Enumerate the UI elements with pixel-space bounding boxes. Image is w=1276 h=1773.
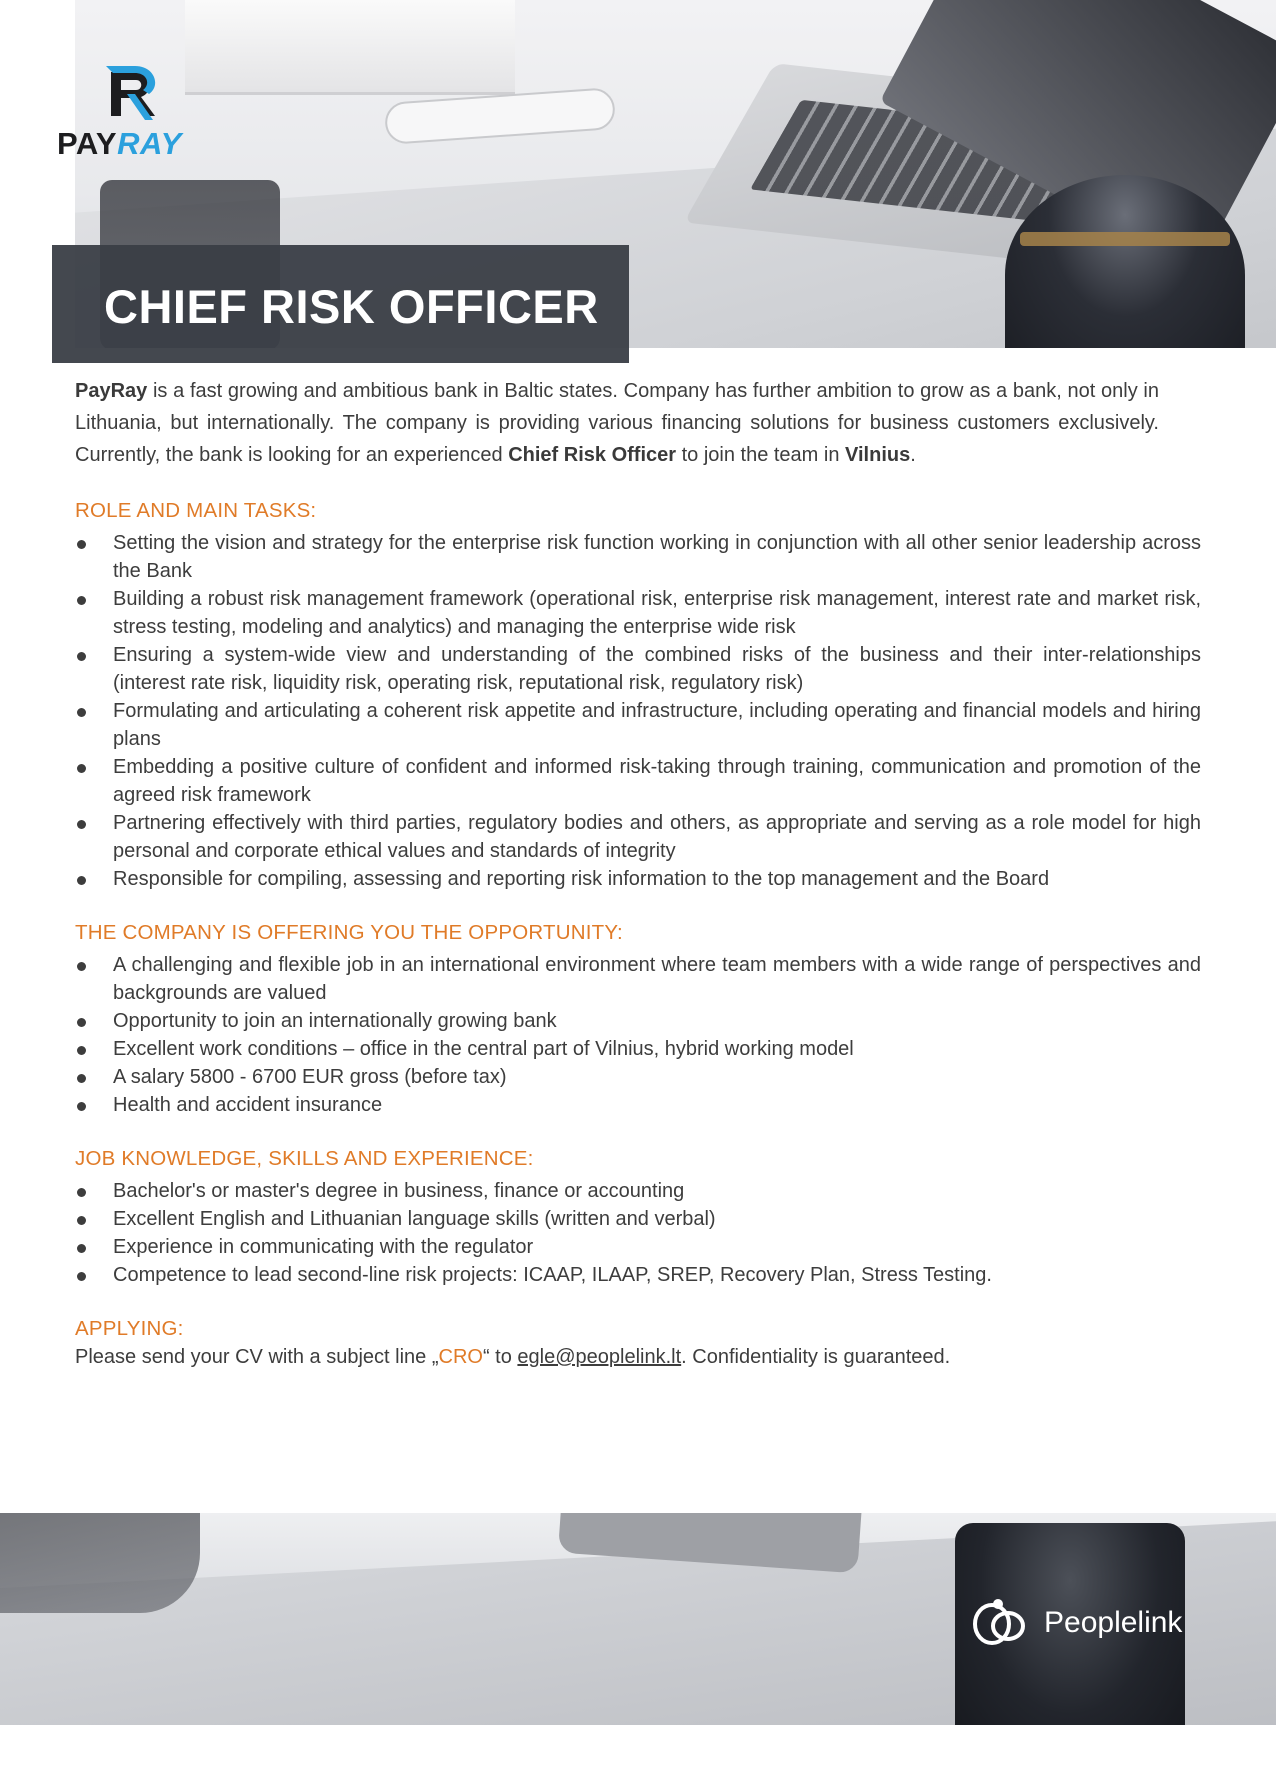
intro-text-2: to join the team in (676, 444, 846, 466)
intro-text-3: . (910, 444, 916, 466)
list-item: Health and accident insurance (75, 1091, 1201, 1119)
photo-books (185, 0, 515, 95)
intro-paragraph (75, 375, 1159, 471)
list-item: Experience in communicating with the regulator (75, 1233, 1201, 1261)
main-content (75, 375, 1201, 1371)
subject-line: CRO (438, 1346, 483, 1368)
applying-text-1: Please send your CV with a subject line „ (75, 1346, 439, 1368)
peoplelink-wordmark: Peoplelink (1044, 1606, 1183, 1639)
logo-text-ray: RAY (117, 126, 182, 161)
page-title: CHIEF RISK OFFICER (104, 280, 599, 333)
applying-text-3: . Confidentiality is guaranteed. (681, 1346, 951, 1368)
section-heading: JOB KNOWLEDGE, SKILLS AND EXPERIENCE: (75, 1147, 534, 1170)
company-logo (57, 64, 217, 164)
section-role-tasks (75, 499, 1201, 893)
peoplelink-logo (968, 1594, 1183, 1654)
intro-company-name: PayRay (75, 380, 148, 402)
logo-text-pay: PAY (57, 126, 118, 161)
applying-text-2: “ to (482, 1346, 518, 1368)
list-item: Opportunity to join an internationally growing bank (75, 1007, 1201, 1035)
section-offer (75, 921, 1201, 1119)
intro-city: Vilnius (845, 444, 911, 466)
skills-list (75, 1177, 1201, 1289)
list-item: Embedding a positive culture of confident and informed risk-taking through training, communication and promotion of the agreed risk framework (75, 753, 1201, 809)
list-item: Excellent English and Lithuanian language skills (written and verbal) (75, 1205, 1201, 1233)
section-heading: APPLYING: (75, 1317, 184, 1340)
list-item: Building a robust risk management framework (operational risk, enterprise risk management, interest rate and market risk, stress testing, modeling and analytics) and managing the enterprise wide risk (75, 585, 1201, 641)
photo-shadow (0, 1513, 200, 1613)
list-item: Ensuring a system-wide view and understanding of the combined risks of the business and their inter-relationships (interest rate risk, liquidity risk, operating risk, reputational risk, regulatory risk) (75, 641, 1201, 697)
offer-list (75, 951, 1201, 1119)
list-item: Formulating and articulating a coherent risk appetite and infrastructure, including operating and financial models and hiring plans (75, 697, 1201, 753)
list-item: Competence to lead second-line risk projects: ICAAP, ILAAP, SREP, Recovery Plan, Stress Testing. (75, 1261, 1201, 1289)
list-item: Bachelor's or master's degree in business, finance or accounting (75, 1177, 1201, 1205)
logo-wordmark (57, 126, 182, 162)
section-heading: THE COMPANY IS OFFERING YOU THE OPPORTUNITY: (75, 921, 623, 944)
task-list (75, 529, 1201, 893)
section-applying (75, 1317, 1201, 1371)
title-banner (52, 245, 629, 363)
list-item: A salary 5800 - 6700 EUR gross (before tax) (75, 1063, 1201, 1091)
payray-logo-icon (105, 64, 161, 120)
intro-text-1: is a fast growing and ambitious bank in Baltic states. Company has further ambition to grow as a bank, not only in Lithuania, but internationally. The company is providing various financing solutions for business customers exclusively. Currently, the bank is looking for an experienced (75, 380, 1159, 466)
list-item: A challenging and flexible job in an international environment where team members with a wide range of perspectives and backgrounds are valued (75, 951, 1201, 1007)
section-skills (75, 1147, 1201, 1289)
list-item: Partnering effectively with third parties, regulatory bodies and others, as appropriate and serving as a role model for high personal and corporate ethical values and standards of integrity (75, 809, 1201, 865)
photo-cup-band (1020, 232, 1230, 246)
section-heading: ROLE AND MAIN TASKS: (75, 499, 317, 522)
intro-role: Chief Risk Officer (508, 444, 677, 466)
applying-text (75, 1343, 1201, 1371)
list-item: Responsible for compiling, assessing and reporting risk information to the top management and the Board (75, 865, 1201, 893)
peoplelink-logo-icon (968, 1594, 1034, 1654)
list-item: Excellent work conditions – office in the central part of Vilnius, hybrid working model (75, 1035, 1201, 1063)
email-link[interactable]: egle@peoplelink.lt (517, 1346, 682, 1368)
list-item: Setting the vision and strategy for the enterprise risk function working in conjunction with all other senior leadership across the Bank (75, 529, 1201, 585)
photo-phone (384, 87, 616, 145)
